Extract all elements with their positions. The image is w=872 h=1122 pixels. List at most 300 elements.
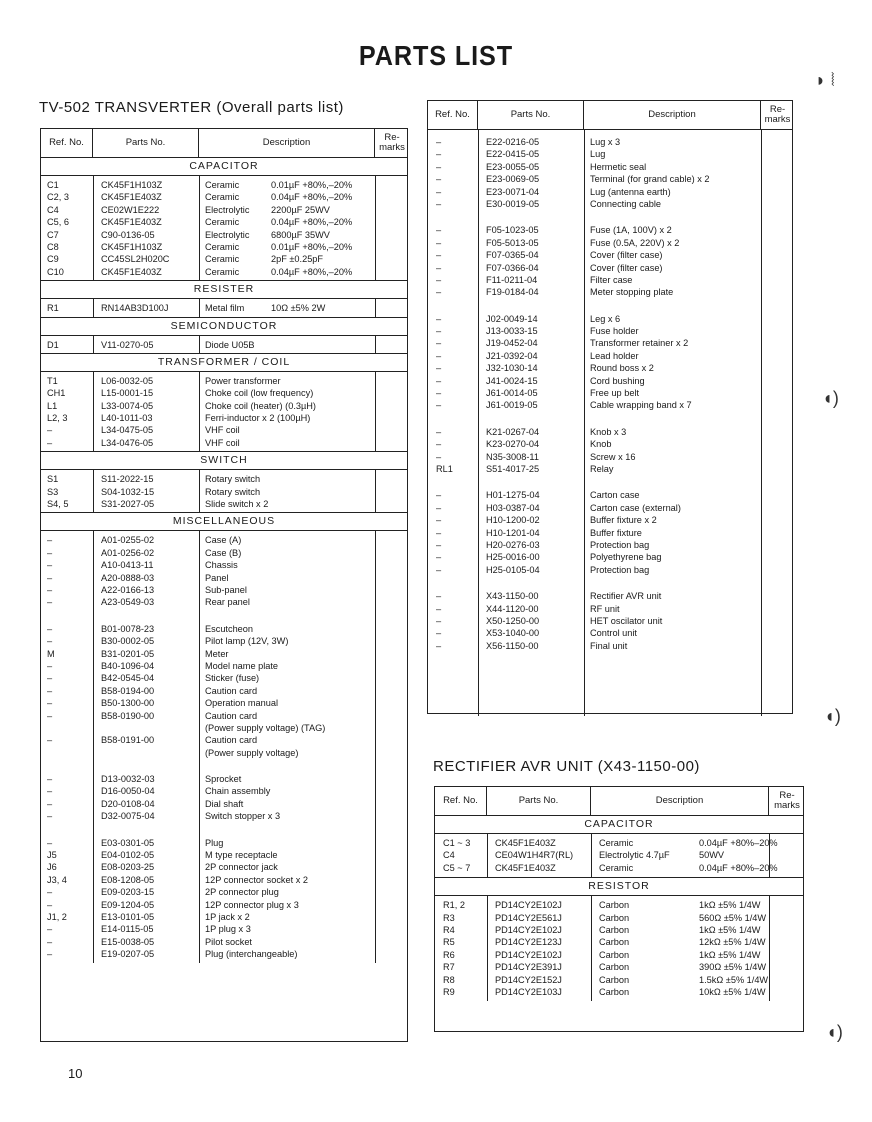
parts-no-cell: E22-0415-05 (486, 149, 540, 160)
table-row (428, 350, 792, 362)
description-cell: Ceramic (205, 266, 240, 277)
ref-no-cell: – (47, 949, 53, 960)
ref-no-cell: – (436, 186, 442, 197)
table-row (428, 325, 792, 337)
table-row (428, 451, 792, 463)
transverter-section-title: TV-502 TRANSVERTER (Overall parts list) (39, 99, 344, 116)
description-cell: Ceramic (205, 180, 240, 190)
table-row (428, 362, 792, 374)
ref-no-cell: – (436, 615, 442, 626)
description-cell: Meter stopping plate (590, 287, 674, 298)
ref-no-cell: C7 (47, 229, 59, 240)
parts-no-cell: A01-0255-02 (101, 535, 155, 546)
table-row (435, 912, 803, 924)
value-cell: 50WV (699, 850, 725, 861)
description-cell: (Power supply voltage) (205, 747, 299, 758)
description-cell: Fuse holder (590, 326, 639, 337)
table-header (428, 101, 792, 130)
description-cell: Slide switch x 2 (205, 499, 269, 510)
value-cell: 1kΩ ±5% 1/4W (699, 924, 761, 935)
table-row (428, 438, 792, 450)
table-header (435, 787, 803, 816)
parts-no-cell: E09-1204-05 (101, 899, 155, 910)
ref-no-cell: – (436, 326, 442, 337)
ref-no-cell: J1, 2 (47, 911, 67, 922)
parts-no-cell: N35-3008-11 (486, 451, 539, 462)
group-heading: TRANSFORMER / COIL (41, 354, 407, 372)
table-row (41, 547, 407, 559)
table-row (41, 387, 407, 399)
parts-no-cell: L40-1011-03 (101, 413, 153, 424)
parts-no-cell: X53-1040-00 (486, 628, 540, 639)
value-cell: 6800µF 35WV (271, 229, 330, 240)
description-cell: Plug (205, 837, 224, 848)
table-row (41, 266, 407, 278)
description-cell: Carbon (599, 962, 630, 973)
value-cell: 1kΩ ±5% 1/4W (699, 949, 761, 960)
row-spacer (41, 823, 407, 837)
parts-no-cell: H20-0276-03 (486, 539, 540, 550)
parts-no-cell: PD14CY2E103J (495, 986, 562, 997)
parts-no-cell: E19-0207-05 (101, 949, 155, 960)
description-cell: Choke coil (low frequency) (205, 388, 314, 399)
table-row (428, 590, 792, 602)
parts-no-cell: E09-0203-15 (101, 887, 155, 898)
parts-no-cell: E22-0216-05 (486, 137, 540, 147)
ref-no-cell: C1 ~ 3 (443, 838, 471, 848)
ref-no-cell: – (436, 527, 442, 538)
table-row (435, 862, 803, 874)
description-cell: Carbon (599, 986, 630, 997)
description-cell: Power transformer (205, 375, 281, 386)
table-row (428, 224, 792, 236)
parts-no-cell: PD14CY2E152J (495, 974, 562, 985)
table-row (41, 216, 407, 228)
table-row (41, 229, 407, 241)
parts-no-cell: E14-0115-05 (101, 924, 154, 935)
remarks-header: Re- marks (764, 104, 791, 125)
table-row (428, 237, 792, 249)
ref-no-cell: RL1 (436, 463, 453, 474)
ref-no-cell: – (436, 198, 442, 209)
table-row (428, 262, 792, 274)
ref-no-cell: C9 (47, 254, 59, 265)
table-row (435, 849, 803, 861)
row-spacer (428, 210, 792, 224)
table-row (41, 773, 407, 785)
table-row (41, 936, 407, 948)
parts-no-cell: B58-0194-00 (101, 685, 155, 696)
parts-no-cell: J13-0033-15 (486, 326, 538, 337)
description-cell: Rotary switch (205, 486, 261, 497)
ref-no-cell: M (47, 648, 55, 659)
ref-no-cell: – (436, 628, 442, 639)
parts-no-cell: PD14CY2E102J (495, 924, 562, 935)
table-header (41, 129, 407, 158)
ref-no-cell: – (436, 174, 442, 185)
table-row (428, 551, 792, 563)
table-row (435, 974, 803, 986)
binder-hole-mark: ◖) (826, 1022, 843, 1042)
binder-hole-mark: ◖) (824, 706, 841, 726)
ref-no-cell: – (47, 698, 53, 709)
description-cell: Model name plate (205, 660, 279, 671)
row-spacer (41, 759, 407, 773)
parts-no-cell: PD14CY2E391J (495, 962, 562, 973)
table-row (41, 498, 407, 510)
parts-no-cell: F11-0211-04 (486, 274, 538, 285)
description-cell: Ceramic (205, 241, 240, 252)
ref-no-cell: R5 (443, 937, 455, 948)
parts-no-cell: B30-0002-05 (101, 636, 155, 647)
table-row (41, 204, 407, 216)
parts-no-cell: B31-0201-05 (101, 648, 155, 659)
ref-no-cell: – (436, 603, 442, 614)
group-heading: CAPACITOR (41, 158, 407, 176)
description-cell: Ceramic (205, 217, 240, 228)
table-row (41, 241, 407, 253)
value-cell: 0.01µF +80%,–20% (271, 241, 353, 252)
table-row (41, 722, 407, 734)
table-row (428, 337, 792, 349)
ref-no-cell: – (436, 375, 442, 386)
description-cell: Round boss x 2 (590, 363, 654, 374)
ref-no-cell: – (436, 250, 442, 261)
parts-no-cell: J41-0024-15 (486, 375, 538, 386)
ref-no-cell: R1, 2 (443, 900, 465, 911)
ref-no-cell: L2, 3 (47, 413, 68, 424)
table-row (41, 911, 407, 923)
ref-no-cell: – (436, 338, 442, 349)
description-cell: Carton case (external) (590, 502, 681, 513)
parts-no-cell: S04-1032-15 (101, 486, 155, 497)
parts-no-cell: H25-0105-04 (486, 564, 540, 575)
ref-no-cell: – (436, 439, 442, 450)
parts-no-cell: H03-0387-04 (486, 502, 540, 513)
table-row (428, 375, 792, 387)
ref-no-cell: D1 (47, 339, 59, 350)
ref-no-header: Ref. No. (428, 101, 478, 129)
row-spacer (428, 412, 792, 426)
description-cell: Cover (filter case) (590, 250, 663, 261)
description-cell: Ferri-inductor x 2 (100µH) (205, 413, 311, 424)
ref-no-cell: – (47, 798, 53, 809)
ref-no-cell: – (47, 560, 53, 571)
ref-no-cell: – (47, 924, 53, 935)
parts-no-cell: K21-0267-04 (486, 426, 540, 437)
description-cell: Lug (590, 149, 606, 160)
ref-no-cell: – (436, 350, 442, 361)
ref-no-cell: C5, 6 (47, 217, 69, 228)
ref-no-cell: – (436, 274, 442, 285)
table-row (428, 502, 792, 514)
ref-no-cell: – (47, 636, 53, 647)
ref-no-cell: R1 (47, 303, 59, 314)
transverter-parts-table (40, 128, 408, 1042)
binder-hole-mark: ◗ ⦚ (815, 70, 835, 90)
table-row (41, 534, 407, 546)
description-cell: Caution card (205, 735, 258, 746)
ref-no-cell: R8 (443, 974, 455, 985)
ref-no-cell: J6 (47, 862, 57, 873)
description-cell: Sprocket (205, 774, 242, 785)
table-row (41, 191, 407, 203)
table-row (41, 424, 407, 436)
ref-no-cell: R6 (443, 949, 455, 960)
description-cell: Fuse (0.5A, 220V) x 2 (590, 237, 680, 248)
parts-no-cell: B42-0545-04 (101, 673, 155, 684)
table-row (41, 672, 407, 684)
parts-no-cell: CK45F1H103Z (101, 180, 163, 190)
parts-no-cell: A20-0888-03 (101, 572, 155, 583)
value-cell: 0.04µF +80%,–20% (271, 217, 353, 228)
description-cell: Carbon (599, 900, 630, 911)
description-cell: Carbon (599, 974, 630, 985)
parts-no-cell: V11-0270-05 (101, 339, 154, 350)
description-cell: Case (A) (205, 535, 242, 546)
ref-no-header: Ref. No. (41, 129, 93, 157)
description-cell: 12P connector plug x 3 (205, 899, 299, 910)
table-row (428, 564, 792, 576)
table-row (41, 810, 407, 822)
parts-no-cell: K23-0270-04 (486, 439, 540, 450)
table-row (435, 837, 803, 849)
table-row (41, 572, 407, 584)
ref-no-cell: – (436, 552, 442, 563)
ref-no-cell: – (47, 584, 53, 595)
ref-no-cell: – (47, 811, 53, 822)
table-row (428, 527, 792, 539)
parts-no-cell: CE02W1E222 (101, 204, 160, 215)
table-row (41, 596, 407, 608)
description-cell: Connecting cable (590, 198, 661, 209)
ref-no-cell: – (436, 137, 442, 147)
description-cell: Ceramic (205, 192, 240, 203)
table-row (41, 648, 407, 660)
ref-no-cell: – (436, 313, 442, 324)
parts-no-cell: A10-0413-11 (101, 560, 154, 571)
table-row (41, 837, 407, 849)
description-cell: Carbon (599, 912, 630, 923)
parts-no-cell: CE04W1H4R7(RL) (495, 850, 574, 861)
table-row (435, 924, 803, 936)
table-row (428, 161, 792, 173)
ref-no-cell: – (436, 225, 442, 236)
group-rows (41, 531, 407, 962)
ref-no-cell: C10 (47, 266, 64, 277)
description-cell: Screw x 16 (590, 451, 636, 462)
parts-no-cell: PD14CY2E123J (495, 937, 562, 948)
group-rows (41, 372, 407, 452)
table-row (435, 949, 803, 961)
parts-no-cell: A22-0166-13 (101, 584, 155, 595)
transverter-parts-table-continued (427, 100, 793, 714)
description-cell: Protection bag (590, 539, 650, 550)
table-row (41, 747, 407, 759)
parts-no-cell: L15-0001-15 (101, 388, 154, 399)
table-row (41, 400, 407, 412)
table-row (428, 274, 792, 286)
parts-no-cell: X43-1150-00 (486, 591, 539, 602)
parts-no-cell: F19-0184-04 (486, 287, 539, 298)
parts-no-header: Parts No. (478, 101, 584, 129)
description-cell: RF unit (590, 603, 620, 614)
parts-no-cell: CK45F1E403Z (495, 862, 556, 873)
parts-no-cell: B58-0190-00 (101, 710, 155, 721)
table-row (41, 486, 407, 498)
ref-no-cell: C4 (443, 850, 455, 861)
parts-no-cell: D20-0108-04 (101, 798, 155, 809)
parts-no-cell: E03-0301-05 (101, 837, 155, 848)
parts-no-cell: X56-1150-00 (486, 640, 539, 651)
parts-no-cell: D32-0075-04 (101, 811, 155, 822)
ref-no-cell: R9 (443, 986, 455, 997)
ref-no-cell: R7 (443, 962, 455, 973)
ref-no-header: Ref. No. (435, 787, 487, 815)
table-row (41, 253, 407, 265)
description-cell: Operation manual (205, 698, 279, 709)
ref-no-cell: T1 (47, 375, 58, 386)
ref-no-cell: L1 (47, 400, 58, 411)
parts-no-cell: CK45F1E403Z (495, 838, 556, 848)
ref-no-cell: – (436, 591, 442, 602)
group-rows (41, 470, 407, 513)
parts-no-cell: E13-0101-05 (101, 911, 155, 922)
table-row (41, 559, 407, 571)
table-row (428, 399, 792, 411)
parts-no-cell: J32-1030-14 (486, 363, 538, 374)
row-spacer (428, 576, 792, 590)
parts-no-cell: B40-1096-04 (101, 660, 155, 671)
value-cell: 1.5kΩ ±5% 1/4W (699, 974, 769, 985)
parts-no-cell: L33-0074-05 (101, 400, 154, 411)
row-spacer (41, 609, 407, 623)
table-row (428, 463, 792, 475)
description-cell: 12P connector socket x 2 (205, 874, 308, 885)
table-row (41, 785, 407, 797)
parts-no-cell: S51-4017-25 (486, 463, 540, 474)
table-row (435, 986, 803, 998)
ref-no-cell: – (47, 597, 53, 608)
parts-no-cell: J02-0049-14 (486, 313, 538, 324)
table-row (428, 603, 792, 615)
description-cell: Buffer fixture x 2 (590, 515, 657, 526)
value-cell: 560Ω ±5% 1/4W (699, 912, 767, 923)
parts-no-cell: C90-0136-05 (101, 229, 155, 240)
ref-no-cell: R4 (443, 924, 455, 935)
parts-no-cell: F07-0366-04 (486, 262, 539, 273)
table-row (428, 640, 792, 652)
ref-no-cell: – (436, 161, 442, 172)
description-cell: 1P jack x 2 (205, 911, 250, 922)
table-row (428, 627, 792, 639)
parts-no-cell: E08-1208-05 (101, 874, 155, 885)
description-cell: Panel (205, 572, 229, 583)
table-row (428, 186, 792, 198)
table-row (41, 437, 407, 449)
ref-no-cell: – (436, 363, 442, 374)
description-cell: VHF coil (205, 437, 240, 448)
table-row (428, 198, 792, 210)
parts-no-cell: CK45F1E403Z (101, 217, 162, 228)
description-cell: Choke coil (heater) (0.3µH) (205, 400, 316, 411)
page-title: PARTS LIST (358, 40, 514, 71)
rectifier-section-title: RECTIFIER AVR UNIT (X43-1150-00) (433, 758, 700, 775)
table-row (41, 685, 407, 697)
parts-no-cell: E23-0071-04 (486, 186, 540, 197)
table-row (428, 286, 792, 298)
value-cell: 0.01µF +80%,–20% (271, 180, 353, 190)
ref-no-cell: J3, 4 (47, 874, 67, 885)
description-cell: Hermetic seal (590, 161, 647, 172)
description-cell: Filter case (590, 274, 633, 285)
description-cell: Leg x 6 (590, 313, 621, 324)
ref-no-cell: – (436, 490, 442, 501)
parts-no-cell: X50-1250-00 (486, 615, 540, 626)
parts-no-cell: L06-0032-05 (101, 375, 154, 386)
description-cell: Ceramic (599, 838, 634, 848)
value-cell: 1kΩ ±5% 1/4W (699, 900, 761, 911)
table-row (41, 798, 407, 810)
table-row (428, 489, 792, 501)
ref-no-cell: – (436, 451, 442, 462)
table-row (41, 302, 407, 314)
ref-no-cell: S3 (47, 486, 59, 497)
ref-no-cell: – (436, 400, 442, 411)
table-row (41, 635, 407, 647)
table-row (428, 615, 792, 627)
table-row (41, 899, 407, 911)
description-cell: Lug (antenna earth) (590, 186, 671, 197)
description-cell: Buffer fixture (590, 527, 642, 538)
description-cell: Meter (205, 648, 229, 659)
parts-no-cell: E15-0038-05 (101, 936, 155, 947)
parts-no-cell: L34-0476-05 (101, 437, 154, 448)
table-row (435, 899, 803, 911)
table-row (41, 874, 407, 886)
description-cell: Carton case (590, 490, 640, 501)
group-heading: RESISTOR (435, 878, 803, 896)
table-row (41, 710, 407, 722)
parts-no-cell: F05-1023-05 (486, 225, 539, 236)
description-cell: Escutcheon (205, 623, 254, 634)
parts-no-header: Parts No. (93, 129, 199, 157)
description-cell: Final unit (590, 640, 628, 651)
description-cell: Chassis (205, 560, 238, 571)
parts-no-cell: PD14CY2E561J (495, 912, 562, 923)
ref-no-cell: – (47, 837, 53, 848)
group-heading: CAPACITOR (435, 816, 803, 834)
description-cell: Cable wrapping band x 7 (590, 400, 692, 411)
description-cell: Fuse (1A, 100V) x 2 (590, 225, 672, 236)
parts-no-cell: F05-5013-05 (486, 237, 539, 248)
group-rows (435, 896, 803, 1001)
parts-no-cell: CC45SL2H020C (101, 254, 170, 265)
table-row (428, 148, 792, 160)
description-cell: 2P connector plug (205, 887, 279, 898)
group-heading: SEMICONDUCTOR (41, 318, 407, 336)
parts-no-cell: B01-0078-23 (101, 623, 155, 634)
parts-no-cell: L34-0475-05 (101, 425, 154, 436)
remarks-header: Re- marks (774, 790, 800, 811)
parts-no-cell: S31-2027-05 (101, 499, 155, 510)
parts-no-cell: J61-0019-05 (486, 400, 538, 411)
table-row (41, 861, 407, 873)
ref-no-cell: C2, 3 (47, 192, 69, 203)
description-cell: Protection bag (590, 564, 650, 575)
description-cell: Caution card (205, 685, 258, 696)
value-cell: 390Ω ±5% 1/4W (699, 962, 767, 973)
